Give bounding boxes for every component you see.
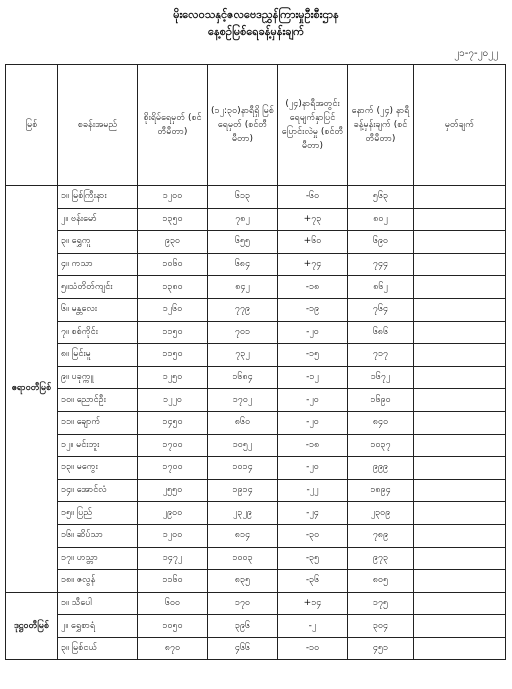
danger-level: ၁၂၂၀ — [138, 389, 208, 412]
table-body — [6, 186, 506, 660]
forecast-level: ၆၈၆ — [348, 321, 414, 344]
current-level: ၂၃၂၉ — [208, 502, 278, 525]
station-name: ၃။ ရွှေကူ — [58, 231, 138, 254]
station-name: ၆။ မန္တလေး — [58, 298, 138, 321]
table-row — [6, 231, 506, 254]
danger-level: ၂၉၀၀ — [138, 502, 208, 525]
danger-level: ၁၁၅၀ — [138, 321, 208, 344]
remarks — [414, 547, 506, 570]
header-forecast: နောက် (၂၄) နာရီ ခန့်မှန်းချက် (စင်တီမီတာ) — [348, 65, 414, 186]
forecast-level: ၁၆၉၀ — [348, 389, 414, 412]
remarks — [414, 479, 506, 502]
forecast-level: ၈၄၀ — [348, 411, 414, 434]
danger-level: ၁၀၅၀ — [138, 615, 208, 638]
danger-level: ၁၂၀၀ — [138, 524, 208, 547]
danger-level: ၈၇၀ — [138, 637, 208, 660]
station-name: ၁၃။ မကွေး — [58, 457, 138, 480]
current-level: ၁၆၈၄ — [208, 366, 278, 389]
danger-level: ၁၄၇၂ — [138, 547, 208, 570]
current-level: ၇၃၂ — [208, 344, 278, 367]
station-name: ၁။ မြစ်ကြီးနား — [58, 186, 138, 209]
forecast-level: ၇၄၄ — [348, 253, 414, 276]
level-change: +၇၄ — [278, 253, 348, 276]
station-name: ၁၄။ အောင်လံ — [58, 479, 138, 502]
remarks — [414, 298, 506, 321]
table-row — [6, 637, 506, 660]
danger-level: ၁၂၆၀ — [138, 298, 208, 321]
table-row — [6, 457, 506, 480]
table-row — [6, 547, 506, 570]
document-subtitle: နေ့စဉ်မြစ်ရေခန့်မှန်းချက် — [208, 25, 304, 38]
forecast-level: ၅၆၃ — [348, 186, 414, 209]
forecast-level: ၆၉၀ — [348, 231, 414, 254]
remarks — [414, 389, 506, 412]
station-name: ၇။ စစ်ကိုင်း — [58, 321, 138, 344]
station-name: ၁၈။ ဇလွန် — [58, 570, 138, 593]
current-level: ၆၁၃ — [208, 186, 278, 209]
station-name: ၅။သံတိတ်ကျင်း — [58, 276, 138, 299]
level-change: -၂၀ — [278, 411, 348, 434]
current-level: ၈၄၂ — [208, 276, 278, 299]
station-name: ၁၆။ ဆိပ်သာ — [58, 524, 138, 547]
level-change: -၃၆ — [278, 570, 348, 593]
station-name: ၂။ ရွှေစာရံ — [58, 615, 138, 638]
level-change: -၂၀ — [278, 321, 348, 344]
current-level: ၁၇၀၂ — [208, 389, 278, 412]
header-24h-change: (၂၄)နာရီအတွင်း ရေမျက်နှာပြင် ပြောင်းလဲမှု (စင်တီမီတာ) — [278, 65, 348, 186]
remarks — [414, 276, 506, 299]
current-level: ၆၈၄ — [208, 253, 278, 276]
current-level: ၆၅၅ — [208, 231, 278, 254]
remarks — [414, 434, 506, 457]
remarks — [414, 637, 506, 660]
current-level: ၁၀၀၃ — [208, 547, 278, 570]
danger-level: ၁၄၅၀ — [138, 411, 208, 434]
forecast-level: ၈၀၂ — [348, 208, 414, 231]
header-river: မြစ် — [6, 65, 58, 186]
station-name: ၁၅။ ပြည် — [58, 502, 138, 525]
river-name: ဒုဋ္ဌဝတီမြစ် — [6, 592, 58, 660]
level-change: -၂၀ — [278, 389, 348, 412]
remarks — [414, 186, 506, 209]
current-level: ၇၇၉ — [208, 298, 278, 321]
current-level: ၁၇၀ — [208, 592, 278, 615]
table-row — [6, 298, 506, 321]
level-change: -၆၀ — [278, 186, 348, 209]
current-level: ၈၃၅ — [208, 570, 278, 593]
remarks — [414, 231, 506, 254]
forecast-level: ၄၅၁ — [348, 637, 414, 660]
forecast-level: ၇၁၇ — [348, 344, 414, 367]
report-date: ၂၁-၇-၂၀၂၂ — [454, 48, 498, 59]
remarks — [414, 321, 506, 344]
danger-level: ၁၇၀၀ — [138, 434, 208, 457]
danger-level: ၁၂၀၀ — [138, 186, 208, 209]
danger-level: ၁၀၆၀ — [138, 253, 208, 276]
table-row — [6, 502, 506, 525]
remarks — [414, 524, 506, 547]
danger-level: ၁၇၀၀ — [138, 457, 208, 480]
station-name: ၄။ ကသာ — [58, 253, 138, 276]
level-change: -၁၂ — [278, 366, 348, 389]
table-row — [6, 208, 506, 231]
remarks — [414, 366, 506, 389]
document-title: မိုးလေဝသနှင့်ဇလဗေဒညွှန်ကြားမှုဦးစီးဌာန — [173, 8, 339, 21]
header-danger-level: စိုးရိမ်ရေမှတ် (စင်တီမီတာ) — [138, 65, 208, 186]
level-change: -၂၄ — [278, 502, 348, 525]
station-name: ၁။ သီပေါ — [58, 592, 138, 615]
current-level: ၈၁၄ — [208, 524, 278, 547]
station-name: ၂။ ဗန်းမော် — [58, 208, 138, 231]
remarks — [414, 615, 506, 638]
current-level: ၁၀၁၄ — [208, 457, 278, 480]
forecast-level: ၁၆၇၂ — [348, 366, 414, 389]
danger-level: ၁၁၆၀ — [138, 570, 208, 593]
current-level: ၁၀၅၂ — [208, 434, 278, 457]
station-name: ၉။ ပခုက္ကူ — [58, 366, 138, 389]
forecast-level: ၇၆၄ — [348, 298, 414, 321]
forecast-level: ၁၈၉၄ — [348, 479, 414, 502]
remarks — [414, 208, 506, 231]
current-level: ၇၀၁ — [208, 321, 278, 344]
level-change: +၆၀ — [278, 231, 348, 254]
station-name: ၁၀။ ညောင်ဦး — [58, 389, 138, 412]
station-name: ၁၁။ ချောက် — [58, 411, 138, 434]
forecast-level: ၉၉၉ — [348, 457, 414, 480]
danger-level: ၂၅၅၀ — [138, 479, 208, 502]
forecast-level: ၇၈၉ — [348, 524, 414, 547]
header-remarks: မှတ်ချက် — [414, 65, 506, 186]
danger-level: ၆၀၀ — [138, 592, 208, 615]
level-change: -၁၈ — [278, 434, 348, 457]
danger-level: ၁၃၅၀ — [138, 208, 208, 231]
level-change: -၃၅ — [278, 547, 348, 570]
danger-level: ၁၃၈၀ — [138, 276, 208, 299]
table-header-row — [6, 65, 506, 186]
forecast-level: ၈၀၅ — [348, 570, 414, 593]
forecast-level: ၃၀၄ — [348, 615, 414, 638]
table-row — [6, 321, 506, 344]
river-name: ဧရာဝတီမြစ် — [6, 186, 58, 593]
current-level: ၁၉၁၄ — [208, 479, 278, 502]
level-change: +၇၃ — [278, 208, 348, 231]
danger-level: ၁၁၅၀ — [138, 344, 208, 367]
table-row — [6, 592, 506, 615]
table-row — [6, 570, 506, 593]
level-change: -၂၀ — [278, 457, 348, 480]
forecast-level: ၂၃၀၉ — [348, 502, 414, 525]
level-change: -၁၈ — [278, 276, 348, 299]
remarks — [414, 502, 506, 525]
table-row — [6, 389, 506, 412]
table-row — [6, 276, 506, 299]
table-row — [6, 186, 506, 209]
level-change: -၁၅ — [278, 344, 348, 367]
remarks — [414, 411, 506, 434]
header-current-level: (၁၂:၃၀)နာရီရှိ မြစ်ရေမှတ် (စင်တီမီတာ) — [208, 65, 278, 186]
table-row — [6, 524, 506, 547]
level-change: -၃၀ — [278, 524, 348, 547]
current-level: ၄၆၆ — [208, 637, 278, 660]
forecast-level: ၉၇၃ — [348, 547, 414, 570]
table-row — [6, 253, 506, 276]
station-name: ၁၂။ မင်းဘူး — [58, 434, 138, 457]
table-row — [6, 366, 506, 389]
station-name: ၃။ မြစ်ငယ် — [58, 637, 138, 660]
danger-level: ၉၃၀ — [138, 231, 208, 254]
forecast-level: ၁၇၅ — [348, 592, 414, 615]
station-name: ၁၇။ ဟသ္တာ — [58, 547, 138, 570]
forecast-table — [5, 64, 506, 660]
current-level: ၇၈၂ — [208, 208, 278, 231]
forecast-level: ၈၆၂ — [348, 276, 414, 299]
forecast-level: ၁၀၃၇ — [348, 434, 414, 457]
table-row — [6, 411, 506, 434]
danger-level: ၁၂၅၀ — [138, 366, 208, 389]
remarks — [414, 592, 506, 615]
table-row — [6, 615, 506, 638]
table-row — [6, 344, 506, 367]
level-change: -၂ — [278, 615, 348, 638]
level-change: -၁၀ — [278, 637, 348, 660]
current-level: ၈၆၀ — [208, 411, 278, 434]
remarks — [414, 344, 506, 367]
remarks — [414, 457, 506, 480]
current-level: ၃၉၆ — [208, 615, 278, 638]
remarks — [414, 253, 506, 276]
header-station: စခန်းအမည် — [58, 65, 138, 186]
level-change: -၂၂ — [278, 479, 348, 502]
remarks — [414, 570, 506, 593]
table-row — [6, 479, 506, 502]
level-change: -၁၉ — [278, 298, 348, 321]
level-change: +၁၄ — [278, 592, 348, 615]
station-name: ၈။ မြင်းမူ — [58, 344, 138, 367]
table-row — [6, 434, 506, 457]
